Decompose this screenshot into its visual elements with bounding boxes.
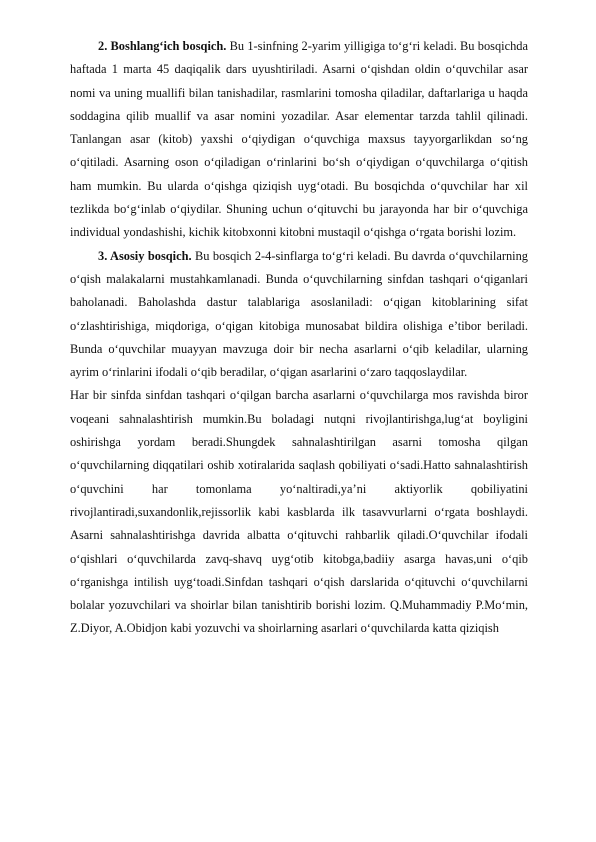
paragraph-text: Bu bosqich 2-4-sinflarga to‘g‘ri keladi. Bu davrda o‘quvchilarning o‘qish malakalarni mustahkamlanadi. Bunda o‘quvchilarning sinfdan tashqari o‘qiganlari baholanadi. Baholashda dastur talablariga asoslaniladi: o‘qigan kitoblarining sifat o‘zlashtirishiga, miqdoriga, o‘qigan kitobiga munosabat bildira olishiga e’tibor beriladi. Bunda o‘quvchilar muayyan mavzuga doir bir necha asarlarni o‘qib keladilar, ularning ayrim o‘rinlarini ifodali o‘qib beradilar, o‘qigan asarlarini o‘zaro taqqoslaydilar.: [70, 248, 528, 380]
paragraph-main-stage: [70, 245, 528, 385]
section-heading-main-stage: 3. Asosiy bosqich.: [98, 248, 192, 263]
paragraph-initial-stage: [70, 35, 528, 245]
document-page: [70, 35, 528, 641]
paragraph-text: Har bir sinfda sinfdan tashqari o‘qilgan barcha asarlarni o‘quvchilarga mos ravishda biror voqeani sahnalashtirish mumkin.Bu boladagi nutqni rivojlantirishga,lug‘at boyligini oshirishga yordam beradi.Shungdek sahnalashtirilgan asarni tomosha qilgan o‘quvchilarning diqqatilari oshib xotiralarida saqlash qobiliyati o‘sadi.Hatto sahnalashtirish o‘quvchini har tomonlama yo‘naltiradi,ya’ni aktiyorlik qobiliyatini rivojlantiradi,suxandonlik,rejissorlik kabi kasblarda ilk tasavvurlarni o‘rgata boshlaydi. Asarni sahnalashtirishga davrida albatta o‘qituvchi rahbarlik qiladi.O‘quvchilar ifodali o‘qishlari o‘quvchilarda zavq-shavq uyg‘otib kitobga,badiiy asarga havas,uni o‘qib o‘rganishga intilish uyg‘toadi.Sinfdan tashqari o‘qish darslarida o‘qituvchi o‘quvchilarni bolalar yozuvchilari va shoirlar bilan tanishtirib borishi lozim. Q.Muhammadiy P.Mo‘min, Z.Diyor, A.Obidjon kabi yozuvchi va shoirlarning asarlari o‘quvchilarda katta qiziqish: [70, 388, 528, 636]
paragraph-staging: [70, 384, 528, 640]
paragraph-text: Bu 1-sinfning 2-yarim yilligiga to‘g‘ri keladi. Bu bosqichda haftada 1 marta 45 daqiqalik dars uyushtiriladi. Asarni o‘qishdan oldin o‘quvchilar asar nomi va uning muallifi bilan tanishadilar, rasmlarini tomosha qiladilar, daftarlariga u haqda soddagina qilib muallif va asar nomini yozadilar. Asar elementar tarzda tahlil qilinadi. Tanlangan asar (kitob) yaxshi o‘qiydigan o‘quvchiga maxsus tayyorgarlikdan so‘ng o‘qitiladi. Asarning oson o‘qiladigan o‘rinlarini bo‘sh o‘qiydigan o‘quvchilarga o‘qitish ham mumkin. Bu ularda o‘qishga qiziqish uyg‘otadi. Bu bosqichda o‘quvchilar har xil tezlikda bo‘g‘inlab o‘qiydilar. Shuning uchun o‘qituvchi bu jarayonda har bir o‘quvchiga individual yondashishi, kichik kitobxonni kitobni mustaqil o‘qishga o‘rgata borishi lozim.: [70, 39, 528, 240]
section-heading-initial-stage: 2. Boshlang‘ich bosqich.: [98, 39, 227, 53]
